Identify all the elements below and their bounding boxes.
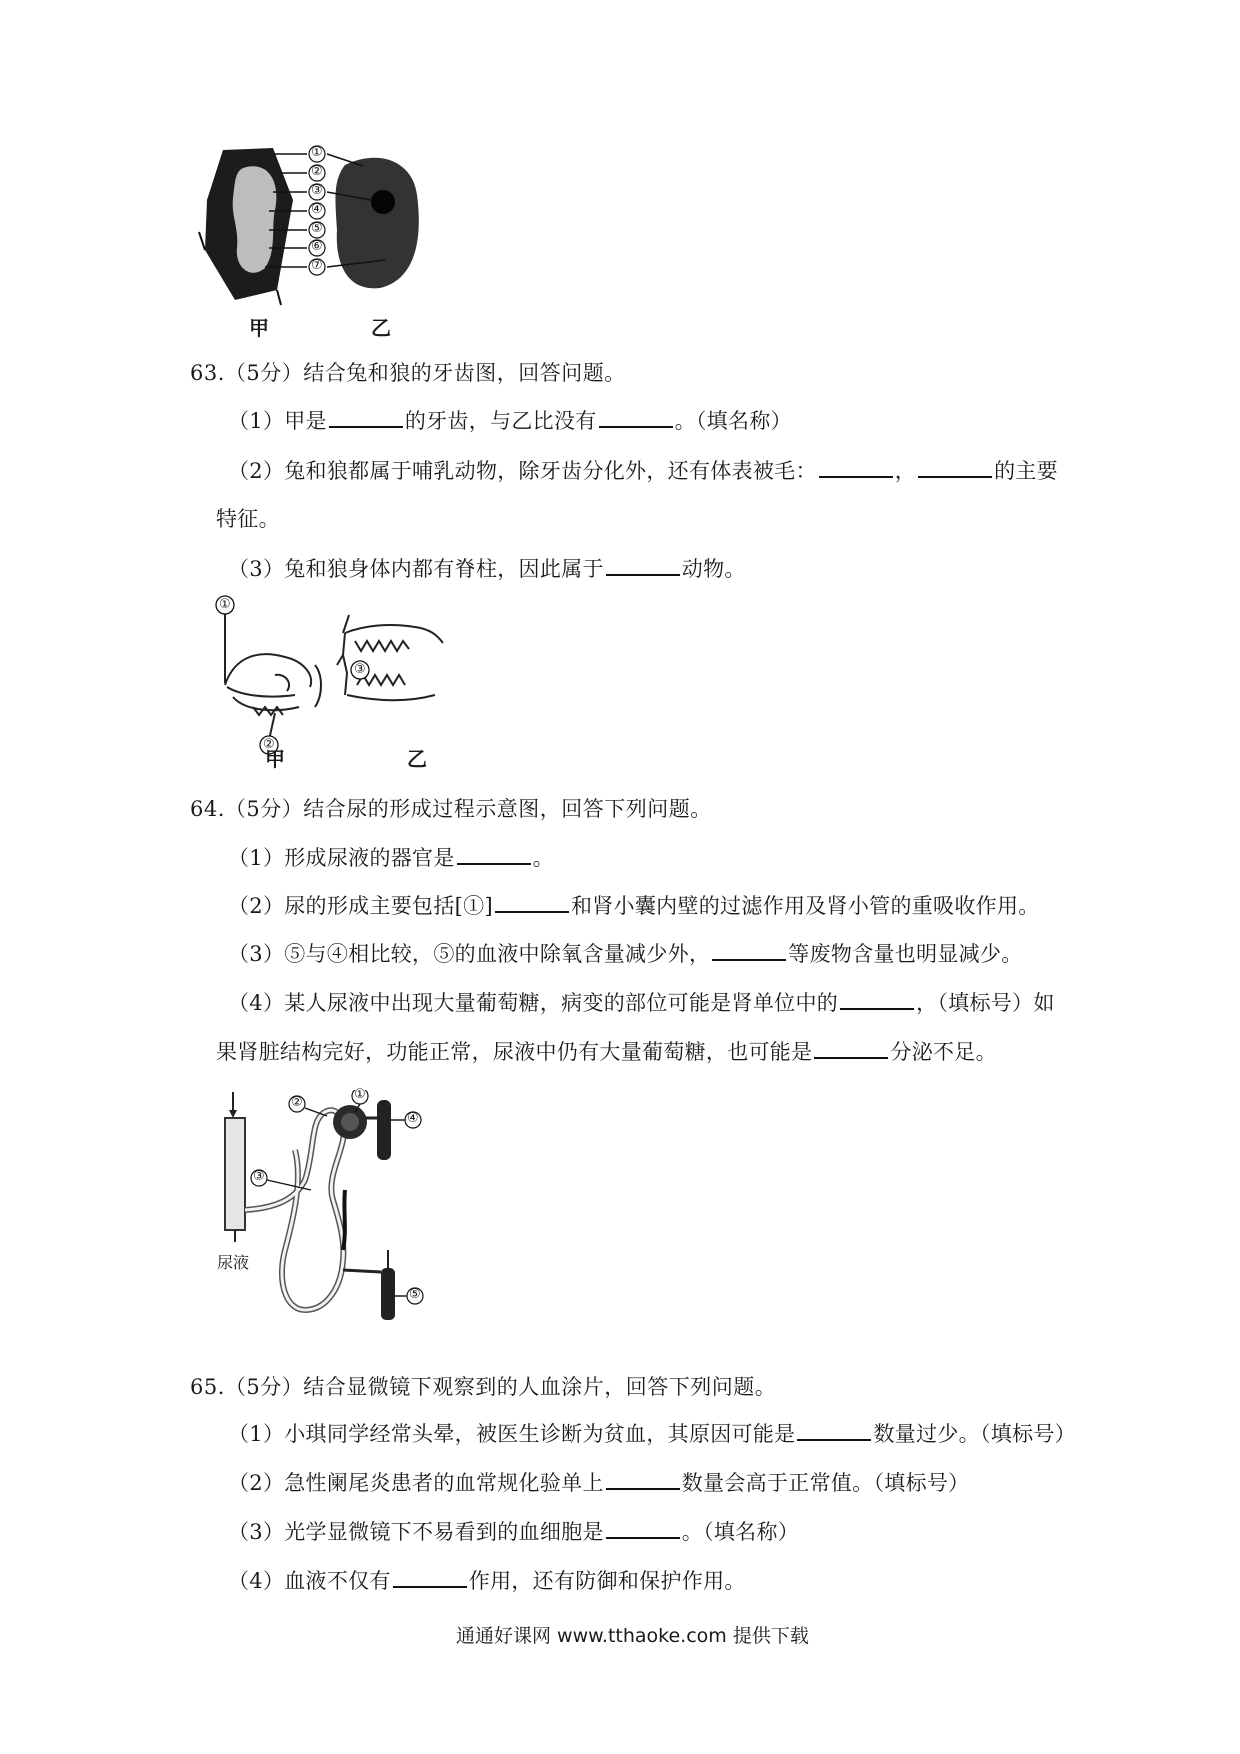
q65-l1a: （1）小琪同学经常头晕，被医生诊断为贫血，其原因可能是: [228, 1422, 796, 1446]
q63-blank-5[interactable]: [606, 556, 680, 576]
q65-blank-3[interactable]: [606, 1519, 680, 1539]
q65-l1b: 数量过少。（填标号）: [873, 1422, 1076, 1446]
q65-title: 65.（5分）结合显微镜下观察到的人血涂片，回答下列问题。: [190, 1375, 777, 1399]
q64-blank-1[interactable]: [457, 845, 531, 865]
q64-l3a: （3）⑤与④相比较，⑤的血液中除氧含量减少外，: [228, 942, 711, 966]
q64-l3b: 等废物含量也明显减少。: [788, 942, 1023, 966]
q63-l2c: 的主要: [994, 459, 1058, 483]
q63-l1c: 。（填名称）: [674, 409, 792, 433]
q64-line-3: [228, 938, 1023, 968]
q63-l3a: （3）兔和狼身体内都有脊柱，因此属于: [228, 557, 604, 581]
teeth-caption-left: 甲: [265, 747, 285, 771]
cell-label-4: ④: [311, 202, 323, 217]
q65-line-3: [228, 1516, 799, 1546]
nephron-label-4: ④: [407, 1111, 419, 1126]
q65-line-4: [228, 1565, 746, 1595]
q63-l2b: ，: [894, 459, 917, 483]
teeth-diagram-svg: [215, 595, 475, 770]
q65-blank-2[interactable]: [606, 1470, 680, 1490]
q63-line-2: [228, 455, 1058, 485]
q64-blank-5[interactable]: [814, 1039, 888, 1059]
q65-l3b: 。（填名称）: [681, 1520, 800, 1544]
q63-line-1: [228, 405, 792, 435]
animal-nucleus: [371, 190, 395, 214]
q65-line-2: [228, 1467, 969, 1497]
q63-line-2b: 特征。: [216, 507, 280, 531]
cell-label-5: ⑤: [311, 221, 323, 236]
q64-l1a: （1）形成尿液的器官是: [228, 846, 455, 870]
q65-line-1: [228, 1418, 1076, 1448]
animal-cell: [335, 158, 418, 289]
q64-l4c: 果肾脏结构完好，功能正常，尿液中仍有大量葡萄糖，也可能是: [216, 1040, 813, 1064]
q63-blank-1[interactable]: [329, 408, 403, 428]
q63-blank-4[interactable]: [918, 458, 992, 478]
cell-label-7: ⑦: [311, 258, 323, 273]
q64-blank-2[interactable]: [495, 893, 569, 913]
q64-l4a: （4）某人尿液中出现大量葡萄糖，病变的部位可能是肾单位中的: [228, 991, 839, 1015]
cell-label-6: ⑥: [311, 239, 323, 254]
renal-vessel-4: [377, 1100, 391, 1160]
q64-l2b: 和肾小囊内壁的过滤作用及肾小管的重吸收作用。: [570, 894, 1040, 918]
teeth-diagram: [215, 595, 475, 770]
q65-l4b: 作用，还有防御和保护作用。: [468, 1569, 746, 1593]
urine-label: 尿液: [217, 1253, 250, 1272]
q64-blank-4[interactable]: [840, 990, 914, 1010]
q65-l2b: 数量会高于正常值。（填标号）: [681, 1471, 970, 1495]
cell-label-3: ③: [311, 183, 323, 198]
cell-diagram: [195, 140, 445, 340]
q65-l3a: （3）光学显微镜下不易看到的血细胞是: [228, 1520, 604, 1544]
q63-blank-2[interactable]: [599, 408, 673, 428]
q63-l1a: （1）甲是: [228, 409, 327, 433]
cell-label-2: ②: [311, 164, 323, 179]
nephron-label-2: ②: [291, 1095, 303, 1110]
cell-caption-right: 乙: [371, 316, 391, 340]
page-footer: 通通好课网 www.tthaoke.com 提供下载: [456, 1625, 809, 1647]
nephron-diagram-svg: [215, 1090, 495, 1340]
q65-l2a: （2）急性阑尾炎患者的血常规化验单上: [228, 1471, 604, 1495]
q64-line-4: [228, 987, 1055, 1017]
renal-vessel-5: [381, 1268, 395, 1320]
plant-vacuole: [233, 166, 277, 273]
cell-label-1: ①: [311, 145, 323, 160]
cell-caption-left: 甲: [249, 316, 269, 340]
q63-title: 63.（5分）结合兔和狼的牙齿图，回答问题。: [190, 361, 626, 385]
teeth-label-3: ③: [354, 662, 366, 677]
nephron-label-5: ⑤: [409, 1287, 421, 1302]
q63-l1b: 的牙齿，与乙比没有: [404, 409, 597, 433]
q64-line-5: [216, 1036, 997, 1066]
nephron-diagram: [215, 1087, 495, 1340]
q63-l3b: 动物。: [681, 557, 746, 581]
q64-line-1: [228, 842, 554, 872]
q64-l2a: （2）尿的形成主要包括[①]: [228, 894, 493, 918]
q63-l2a: （2）兔和狼都属于哺乳动物，除牙齿分化外，还有体表被毛：: [228, 459, 817, 483]
collecting-duct: [225, 1118, 245, 1230]
q65-blank-1[interactable]: [797, 1421, 871, 1441]
q64-l1b: 。: [532, 846, 554, 870]
teeth-label-1: ①: [219, 597, 231, 612]
q63-line-3: [228, 553, 746, 583]
teeth-label-2: ②: [263, 737, 275, 752]
q64-blank-3[interactable]: [712, 941, 786, 961]
q64-l4b: ，（填标号）如: [916, 991, 1055, 1015]
teeth-caption-right: 乙: [407, 747, 427, 771]
q64-title: 64.（5分）结合尿的形成过程示意图，回答下列问题。: [190, 797, 712, 821]
q64-l4d: 分泌不足。: [890, 1040, 997, 1064]
q63-blank-3[interactable]: [819, 458, 893, 478]
q65-blank-4[interactable]: [393, 1568, 467, 1588]
nephron-label-3: ③: [253, 1169, 265, 1184]
q65-l4a: （4）血液不仅有: [228, 1569, 391, 1593]
nephron-label-1: ①: [354, 1087, 366, 1102]
q64-line-2: [228, 890, 1040, 920]
